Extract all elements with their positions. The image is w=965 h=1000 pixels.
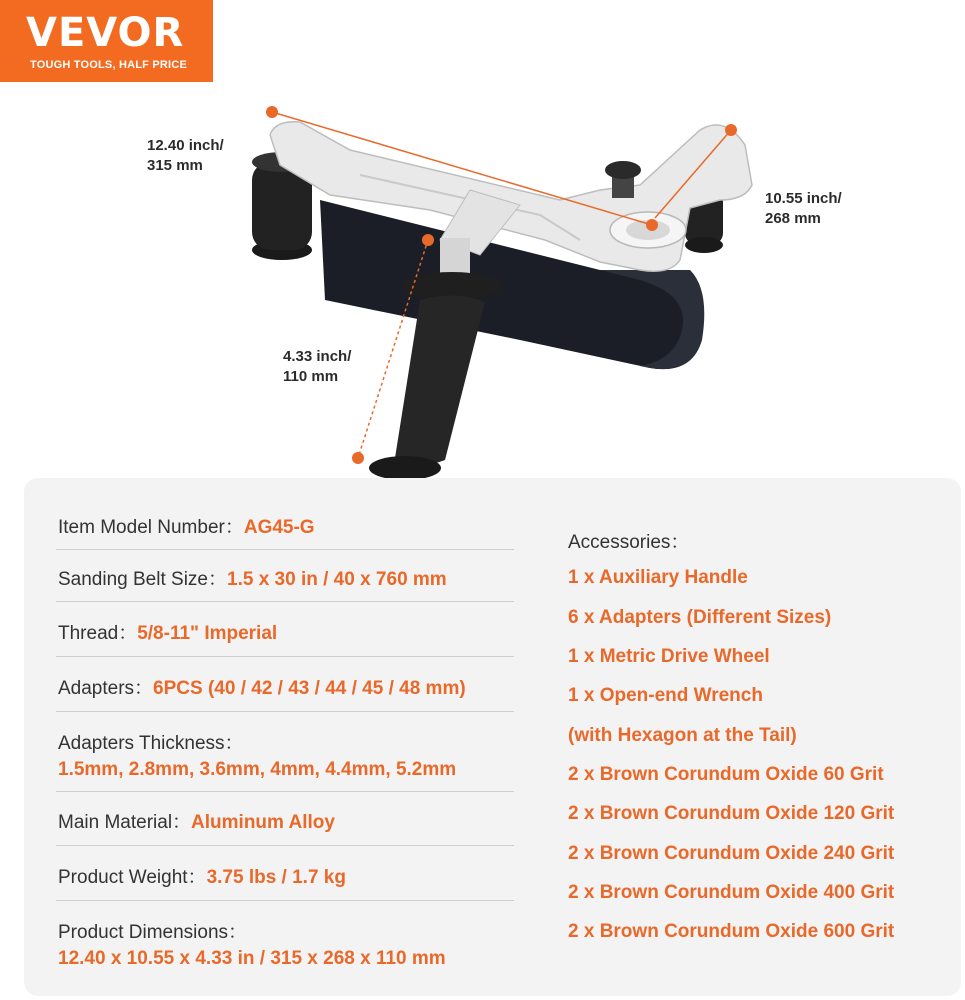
divider bbox=[56, 711, 514, 712]
divider bbox=[56, 845, 514, 846]
divider bbox=[56, 791, 514, 792]
brand-name: VEVOR bbox=[26, 10, 185, 56]
spec-product-dimensions: Product Dimensions： 12.40 x 10.55 x 4.33 in / 315 x 268 x 110 mm bbox=[58, 922, 446, 969]
divider bbox=[56, 900, 514, 901]
spec-model-number: Item Model Number：AG45-G bbox=[58, 517, 315, 538]
height-dimension-label: 4.33 inch/ 110 mm bbox=[283, 348, 352, 385]
accessory-item: 2 x Brown Corundum Oxide 600 Grit bbox=[568, 921, 895, 942]
brand-logo bbox=[0, 0, 213, 82]
accessories-title: Accessories： bbox=[568, 532, 690, 553]
accessory-item: 2 x Brown Corundum Oxide 400 Grit bbox=[568, 882, 895, 903]
divider bbox=[56, 549, 514, 550]
spec-adapters-thickness: Adapters Thickness： 1.5mm, 2.8mm, 3.6mm, 4mm, 4.4mm, 5.2mm bbox=[58, 733, 457, 780]
spec-main-material: Main Material：Aluminum Alloy bbox=[58, 812, 335, 833]
accessory-item: (with Hexagon at the Tail) bbox=[568, 725, 797, 746]
divider bbox=[56, 656, 514, 657]
belt-sander-attachment-image bbox=[0, 90, 965, 490]
spec-thread: Thread：5/8-11" Imperial bbox=[58, 623, 278, 644]
width-dimension-label: 10.55 inch/ 268 mm bbox=[765, 190, 842, 227]
spec-sanding-belt-size: Sanding Belt Size：1.5 x 30 in / 40 x 760 mm bbox=[58, 569, 447, 590]
spec-adapters: Adapters：6PCS (40 / 42 / 43 / 44 / 45 / 48 mm) bbox=[58, 678, 466, 699]
accessory-item: 1 x Metric Drive Wheel bbox=[568, 646, 770, 667]
accessory-item: 2 x Brown Corundum Oxide 240 Grit bbox=[568, 843, 895, 864]
accessory-item: 6 x Adapters (Different Sizes) bbox=[568, 607, 832, 628]
spec-product-weight: Product Weight：3.75 lbs / 1.7 kg bbox=[58, 867, 346, 888]
accessory-item: 1 x Auxiliary Handle bbox=[568, 567, 748, 588]
divider bbox=[56, 601, 514, 602]
accessory-item: 2 x Brown Corundum Oxide 60 Grit bbox=[568, 764, 884, 785]
accessory-item: 2 x Brown Corundum Oxide 120 Grit bbox=[568, 803, 895, 824]
brand-tagline: TOUGH TOOLS, HALF PRICE bbox=[30, 59, 187, 71]
length-dimension-label: 12.40 inch/ 315 mm bbox=[147, 137, 224, 174]
accessory-item: 1 x Open-end Wrench bbox=[568, 685, 763, 706]
